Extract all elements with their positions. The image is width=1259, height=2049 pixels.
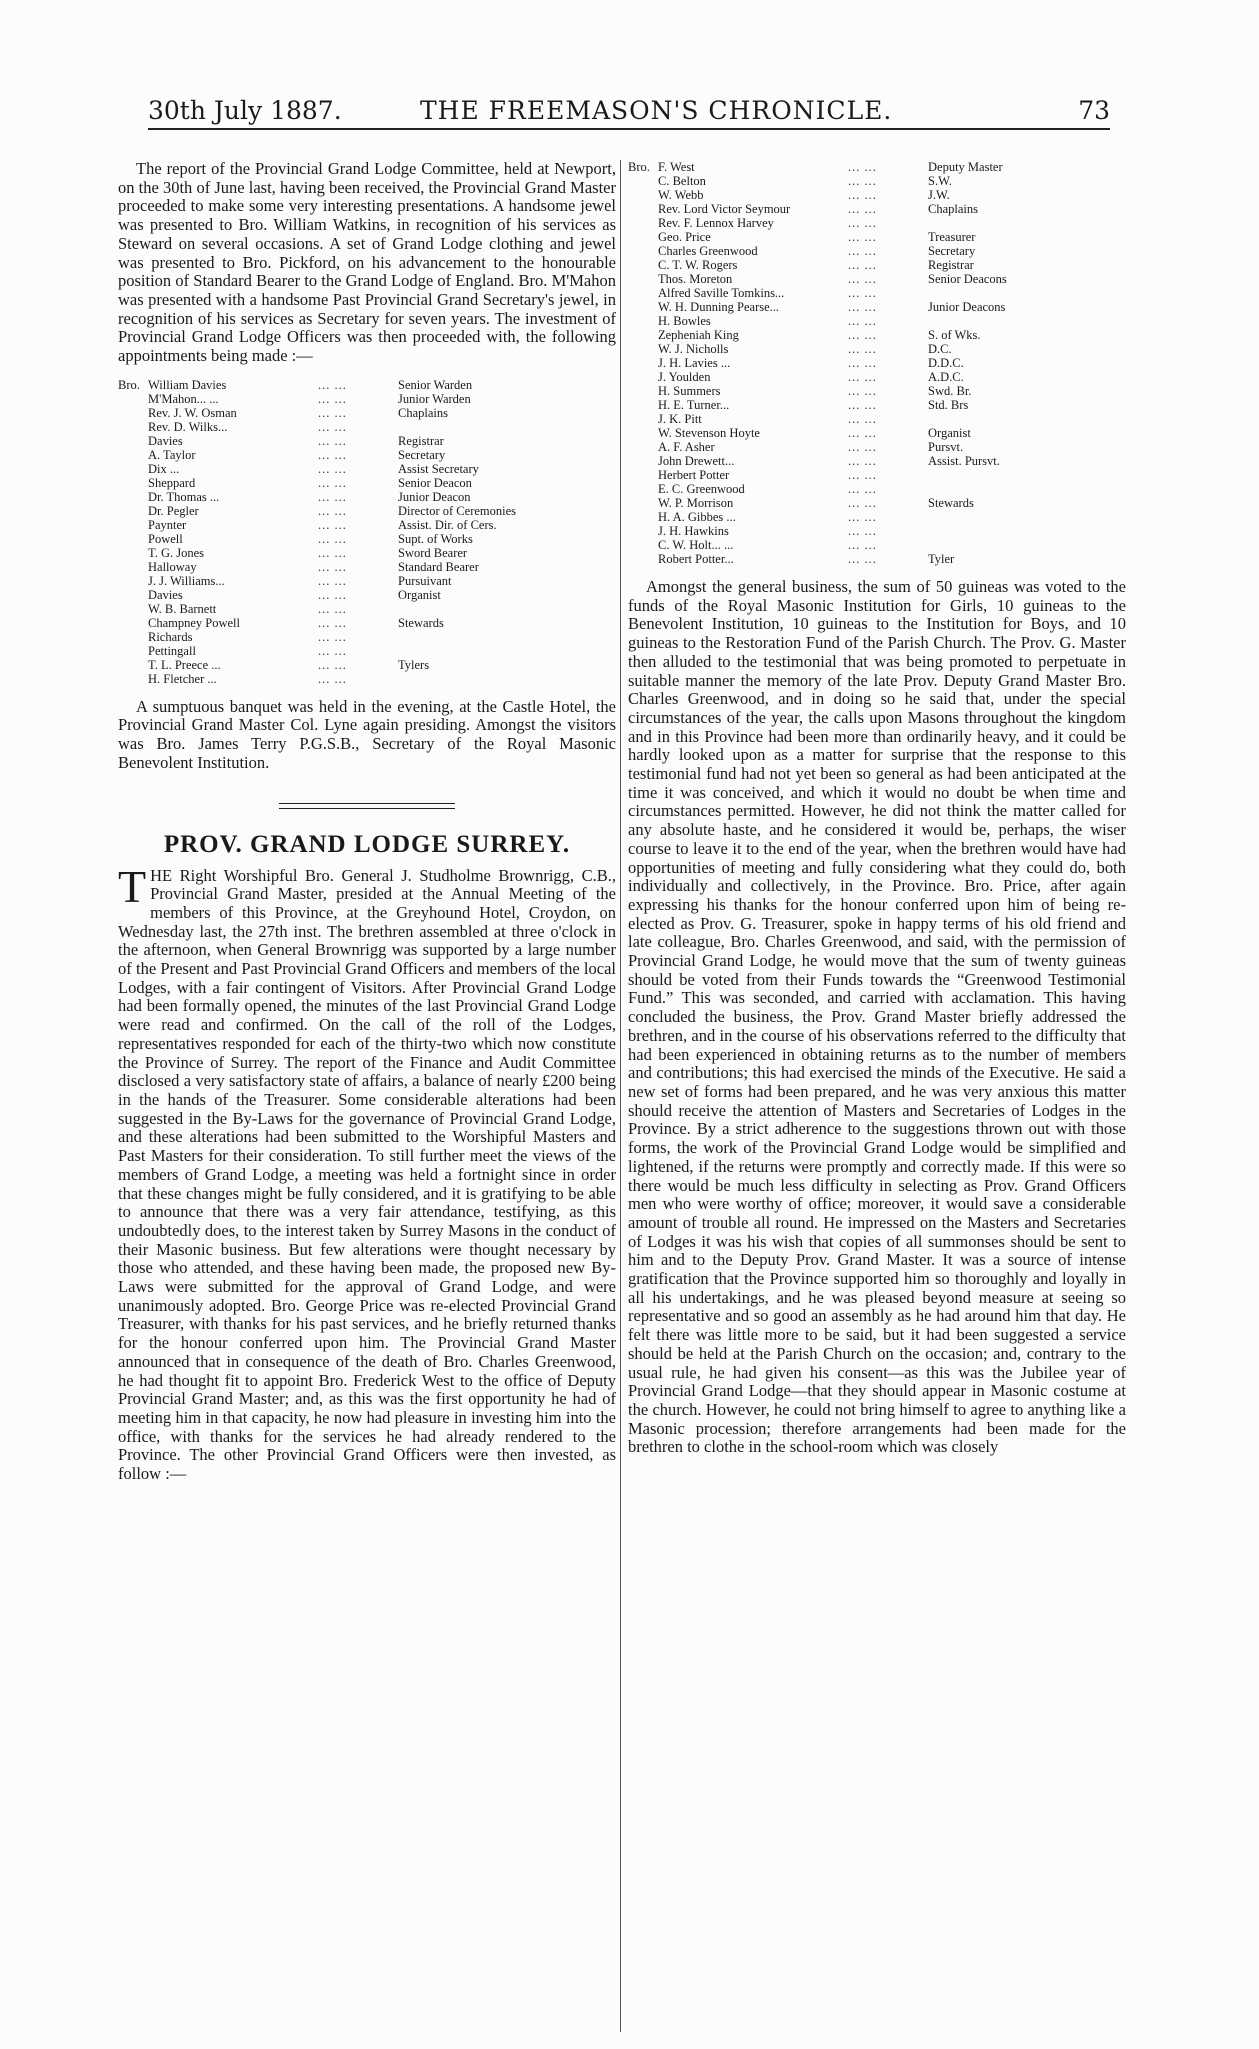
officer-name: J. Youlden	[658, 370, 711, 384]
officer-name: Powell	[148, 531, 183, 546]
officer-row	[118, 574, 516, 588]
officer-name: Richards	[148, 629, 193, 644]
officer-name: Champney Powell	[148, 615, 241, 630]
officer-office	[398, 630, 516, 644]
bro-label	[118, 420, 148, 434]
officer-row	[118, 546, 516, 560]
officer-row	[628, 286, 1007, 300]
officer-office: Senior Deacon	[398, 475, 472, 490]
officer-office	[928, 286, 1007, 300]
bro-label	[628, 496, 658, 510]
officer-office	[928, 510, 1007, 524]
dot-leader: ... ...	[848, 370, 877, 384]
officer-office: Treasurer	[928, 230, 976, 244]
officer-name: H. A. Gibbes ...	[658, 510, 736, 524]
bro-label	[628, 286, 658, 300]
officer-row	[628, 356, 1007, 370]
masthead: THE FREEMASON'S CHRONICLE.	[420, 96, 893, 125]
officer-row	[118, 392, 516, 406]
dot-leader: ... ...	[318, 559, 347, 574]
officer-row	[118, 658, 516, 672]
officer-name: H. Fletcher ...	[148, 671, 217, 686]
officer-row	[628, 202, 1007, 216]
bro-label	[118, 560, 148, 574]
dot-leader: ... ...	[318, 419, 347, 434]
officer-row	[628, 552, 1007, 566]
officer-office: D.D.C.	[928, 356, 964, 370]
bro-label	[628, 552, 658, 566]
officer-row	[628, 160, 1007, 174]
bro-label	[628, 426, 658, 440]
dot-leader: ... ...	[848, 230, 877, 244]
bro-label	[628, 188, 658, 202]
officer-row	[628, 510, 1007, 524]
officer-name: Herbert Potter	[658, 468, 730, 482]
bro-label	[628, 230, 658, 244]
officer-name: William Davies	[148, 377, 227, 392]
bro-label	[628, 440, 658, 454]
bro-label	[118, 476, 148, 490]
officer-row	[118, 490, 516, 504]
dot-leader: ... ...	[318, 671, 347, 686]
dot-leader: ... ...	[848, 216, 877, 230]
officer-row	[628, 538, 1007, 552]
officer-name: M'Mahon... ...	[148, 391, 219, 406]
bro-label	[628, 314, 658, 328]
officer-name: Pettingall	[148, 643, 196, 658]
dot-leader: ... ...	[318, 615, 347, 630]
dot-leader: ... ...	[318, 377, 347, 392]
dot-leader: ... ...	[318, 475, 347, 490]
officer-row	[628, 398, 1007, 412]
officer-name: F. West	[658, 160, 695, 174]
officer-row	[628, 482, 1007, 496]
officer-row	[628, 384, 1007, 398]
officer-office: Sword Bearer	[398, 545, 468, 560]
dot-leader: ... ...	[848, 272, 877, 286]
bro-label	[118, 490, 148, 504]
bro-label	[118, 588, 148, 602]
officer-office: Assist Secretary	[398, 461, 479, 476]
officer-office: A.D.C.	[928, 370, 964, 384]
bro-label	[628, 216, 658, 230]
dot-leader: ... ...	[848, 188, 877, 202]
officer-name: Rev. Lord Victor Seymour	[658, 202, 791, 216]
dot-leader: ... ...	[848, 412, 877, 426]
dot-leader: ... ...	[318, 573, 347, 588]
bro-label	[628, 384, 658, 398]
officer-name: Halloway	[148, 559, 197, 574]
officer-row	[118, 406, 516, 420]
officer-office: Deputy Master	[928, 160, 1003, 174]
officer-name: Paynter	[148, 517, 187, 532]
officer-name: Geo. Price	[658, 230, 711, 244]
dot-leader: ... ...	[848, 258, 877, 272]
officer-row	[118, 378, 516, 392]
officer-name: J. H. Hawkins	[658, 524, 729, 538]
general-business-paragraph: Amongst the general business, the sum of 50 guineas was voted to the funds of the Royal Masonic Institution for Girls, 10 guineas to the Benevolent Institution, 10 guineas to the Institution for Boys, and 10 guineas to the Restoration Fund of the Parish Church. The Prov. G. Master then alluded to the testimonial that was being promoted to perpetuate in suitable manner the memory of the late Prov. Deputy Grand Master Bro. Charles Greenwood, and in doing so he said that, under the special circumstances of the year, the calls upon Masons throughout the kingdom and in this Province had been more than ordinarily heavy, and it could be hardly looked upon as a matter for surprise that the response to this testimonial fund had not yet been so general as had been anticipated at the time it was conceived, and which it would no doubt be when time and circumstances permitted. However, he did not think the matter called for any absolute haste, and he considered it would be, perhaps, the wiser course to leave it to the end of the year, when the brethren would have had opportunities of meeting and fully considering what they could do, both individually and collectively, in the Province. Bro. Price, after again expressing his thanks for the honour conferred upon him of being re-elected as Prov. G. Treasurer, spoke in happy terms of his old friend and late colleague, Bro. Charles Greenwood, and said, with the permission of Provincial Grand Lodge, he would move that the sum of twenty guineas should be voted from their Funds towards the “Greenwood Testimonial Fund.” This was seconded, and carried with acclamation. This having concluded the business, the Prov. Grand Master briefly addressed the brethren, and in the course of his observations referred to the difficulty that had been experienced in obtaining returns as to the number of members and contributions; this had exercised the minds of the Executive. He said a new set of forms had been prepared, and he was very anxious this matter should receive the attention of Masters and Secretaries of Lodges in the Province. By a strict adherence to the suggestions thrown out with those forms, the work of the Provincial Grand Lodge would be simplified and lightened, if the returns were promptly and correctly made. If this were so there would be much less difficulty in selecting as Prov. Grand Officers men who were worthy of office; moreover, it would save a considerable amount of trouble all round. He impressed on the Masters and Secretaries of Lodges it was his wish that copies of all summonses should be sent to him and to the Deputy Prov. Grand Master. It was a source of intense gratification that the Province supported him so thoroughly and loyally in all his undertakings, and he was pleased beyond measure at seeing so representative and so good an assembly as he had around him that day. He felt there was little more to be said, but it had been suggested a service should be held at the Parish Church on the occasion; and, contrary to the usual rule, he had given his consent—as this was the Jubilee year of Provincial Grand Lodge—that they should appear in Masonic costume at the church. However, he could not bring himself to agree to anything like a Masonic procession; therefore arrangements had been made for the brethren to clothe in the school-room which was closely	[628, 577, 1126, 1457]
dot-leader: ... ...	[318, 643, 347, 658]
dot-leader: ... ...	[848, 538, 877, 552]
bro-label	[118, 602, 148, 616]
officer-name: W. B. Barnett	[148, 601, 217, 616]
officer-office: Pursvt.	[928, 440, 964, 454]
dot-leader: ... ...	[318, 601, 347, 616]
dot-leader: ... ...	[848, 398, 877, 412]
officer-office: Stewards	[398, 615, 444, 630]
officer-row	[628, 174, 1007, 188]
dot-leader: ... ...	[318, 391, 347, 406]
officer-name: Alfred Saville Tomkins...	[658, 286, 785, 300]
drop-cap: T	[118, 860, 147, 912]
issue-date: 30th July 1887.	[148, 96, 342, 125]
officer-office	[928, 314, 1007, 328]
officer-name: J. H. Lavies ...	[658, 356, 731, 370]
section-title: PROV. GRAND LODGE SURREY.	[163, 830, 571, 858]
officer-name: Zepheniah King	[658, 328, 739, 342]
dot-leader: ... ...	[318, 657, 347, 672]
bro-label	[628, 174, 658, 188]
officer-office	[398, 420, 516, 434]
officer-name: A. F. Asher	[658, 440, 715, 454]
officer-name: Robert Potter...	[658, 552, 734, 566]
bro-label	[628, 356, 658, 370]
dot-leader: ... ...	[848, 496, 877, 510]
officer-name: T. L. Preece ...	[148, 657, 221, 672]
officer-office: Senior Warden	[398, 377, 473, 392]
officer-name: W. Stevenson Hoyte	[658, 426, 760, 440]
bro-label	[118, 532, 148, 546]
bro-label	[118, 406, 148, 420]
dot-leader: ... ...	[848, 328, 877, 342]
officer-office: Registrar	[398, 433, 444, 448]
dot-leader: ... ...	[318, 489, 347, 504]
officer-name: W. J. Nicholls	[658, 342, 729, 356]
officer-row	[628, 314, 1007, 328]
officer-office: Stewards	[928, 496, 974, 510]
officer-name: John Drewett...	[658, 454, 735, 468]
bro-label	[118, 504, 148, 518]
officer-office	[928, 468, 1007, 482]
officer-name: W. Webb	[658, 188, 704, 202]
officer-office: Director of Ceremonies	[398, 503, 517, 518]
bro-label	[118, 616, 148, 630]
left-column	[118, 160, 616, 1484]
dot-leader: ... ...	[848, 286, 877, 300]
bro-label	[628, 202, 658, 216]
officer-row	[628, 524, 1007, 538]
bro-label: Bro.	[628, 160, 650, 174]
officer-office: Std. Brs	[928, 398, 969, 412]
officer-office: Chaplains	[398, 405, 448, 420]
officer-office: D.C.	[928, 342, 952, 356]
officer-office: Secretary	[928, 244, 976, 258]
bro-label	[628, 244, 658, 258]
officer-name: H. E. Turner...	[658, 398, 730, 412]
dot-leader: ... ...	[848, 482, 877, 496]
officer-office	[928, 482, 1007, 496]
surrey-report-text: HE Right Worshipful Bro. General J. Studholme Brownrigg, C.B., Provincial Grand Master, presided at the Annual Meeting of the members of this Province, at the Greyhound Hotel, Croydon, on Wednesday last, the 27th inst. The brethren assembled at three o'clock in the afternoon, when General Brownrigg was supported by a large number of the Present and Past Provincial Grand Officers and members of the local Lodges, with a fair contingent of Visitors. After Provincial Grand Lodge had been formally opened, the minutes of the last Provincial Grand Lodge were read and confirmed. On the call of the roll of the Lodges, representatives responded for each of the thirty-two which now constitute the Province of Surrey. The report of the Finance and Audit Committee disclosed a very satisfactory state of affairs, a balance of nearly £200 being in the hands of the Treasurer. Some considerable alterations had been suggested in the By-Laws for the governance of Provincial Grand Lodge, and these alterations had been submitted to the Worshipful Masters and Past Masters for their consideration. To still further meet the views of the members of Grand Lodge, a meeting was held a fortnight since in order that these changes might be fully considered, and it is gratifying to be able to announce that there was a very fair attendance, testifying, as this undoubtedly does, to the interest taken by Surrey Masons in the conduct of their Masonic business. But few alterations were thought necessary by those who attended, and these having been made, the proposed new By-Laws were submitted for the approval of Grand Lodge, and were unanimously adopted. Bro. George Price was re-elected Provincial Grand Treasurer, with thanks for his past services, and he briefly returned thanks for the honour conferred upon him. The Provincial Grand Master announced that in consequence of the death of Bro. Charles Greenwood, he had thought fit to appoint Bro. Frederick West to the office of Deputy Provincial Grand Master; and, as this was the first opportunity he had of meeting him in that capacity, he now had pleasure in investing him into the office, with thanks for the services he had already rendered to the Province. The other Provincial Grand Officers were then invested, as follow :—	[118, 865, 616, 1484]
bro-label	[628, 524, 658, 538]
bro-label	[118, 546, 148, 560]
dot-leader: ... ...	[848, 440, 877, 454]
officer-name: C. Belton	[658, 174, 706, 188]
officer-office: Tyler	[928, 552, 955, 566]
bro-label	[628, 398, 658, 412]
dot-leader: ... ...	[318, 503, 347, 518]
bro-label	[628, 482, 658, 496]
officer-office: Junior Deacon	[398, 489, 471, 504]
officer-office	[398, 644, 516, 658]
officer-row	[628, 216, 1007, 230]
officer-office	[928, 216, 1007, 230]
dot-leader: ... ...	[848, 384, 877, 398]
officer-row	[118, 602, 516, 616]
page-header	[148, 96, 1110, 126]
officer-row	[628, 454, 1007, 468]
officer-row	[118, 476, 516, 490]
officer-name: T. G. Jones	[148, 545, 205, 560]
bro-label	[628, 272, 658, 286]
officer-name: Rev. J. W. Osman	[148, 405, 237, 420]
bro-label	[628, 412, 658, 426]
officer-row	[118, 504, 516, 518]
officer-office: Registrar	[928, 258, 974, 272]
officer-row	[118, 434, 516, 448]
dot-leader: ... ...	[848, 552, 877, 566]
surrey-report-paragraph	[118, 860, 616, 1484]
dot-leader: ... ...	[318, 433, 347, 448]
dot-leader: ... ...	[318, 629, 347, 644]
dot-leader: ... ...	[848, 524, 877, 538]
officer-name: Sheppard	[148, 475, 196, 490]
dot-leader: ... ...	[318, 405, 347, 420]
officer-office: Pursuivant	[398, 573, 452, 588]
officer-office	[928, 524, 1007, 538]
officer-name: E. C. Greenwood	[658, 482, 745, 496]
bro-label: Bro.	[118, 377, 140, 392]
dot-leader: ... ...	[318, 545, 347, 560]
bro-label	[628, 342, 658, 356]
officer-office: Assist. Dir. of Cers.	[398, 517, 497, 532]
officer-name: Dr. Thomas ...	[148, 489, 220, 504]
officer-name: Davies	[148, 587, 183, 602]
bro-label	[118, 434, 148, 448]
officer-name: W. H. Dunning Pearse...	[658, 300, 780, 314]
officer-row	[628, 230, 1007, 244]
officer-office: Secretary	[398, 447, 446, 462]
dot-leader: ... ...	[318, 517, 347, 532]
officer-row	[118, 588, 516, 602]
officer-office	[398, 672, 516, 686]
officer-office: S.W.	[928, 174, 952, 188]
officer-office: Tylers	[398, 657, 430, 672]
officer-office: Junior Deacons	[928, 300, 1006, 314]
bro-label	[118, 462, 148, 476]
dot-leader: ... ...	[318, 531, 347, 546]
bro-label	[628, 538, 658, 552]
bro-label	[118, 644, 148, 658]
header-rule	[148, 128, 1110, 130]
officer-row	[118, 672, 516, 686]
dot-leader: ... ...	[848, 314, 877, 328]
bro-label	[118, 448, 148, 462]
officer-row	[628, 468, 1007, 482]
dot-leader: ... ...	[848, 300, 877, 314]
officer-name: Charles Greenwood	[658, 244, 758, 258]
officer-office: Chaplains	[928, 202, 978, 216]
page-number: 73	[1078, 96, 1110, 125]
bro-label	[118, 392, 148, 406]
officer-row	[628, 370, 1007, 384]
officer-name: Davies	[148, 433, 183, 448]
officer-row	[628, 300, 1007, 314]
dot-leader: ... ...	[848, 454, 877, 468]
dot-leader: ... ...	[848, 174, 877, 188]
bro-label	[628, 468, 658, 482]
bro-label	[118, 574, 148, 588]
bro-label	[628, 328, 658, 342]
dot-leader: ... ...	[318, 461, 347, 476]
bro-label	[628, 370, 658, 384]
officer-name: A. Taylor	[148, 447, 196, 462]
dot-leader: ... ...	[848, 356, 877, 370]
officer-name: H. Bowles	[658, 314, 711, 328]
officer-row	[118, 616, 516, 630]
officer-row	[118, 644, 516, 658]
surrey-officers-list	[628, 160, 1007, 566]
officer-name: C. W. Holt... ...	[658, 538, 734, 552]
bro-label	[118, 672, 148, 686]
officer-name: Dix ...	[148, 461, 180, 476]
banquet-paragraph: A sumptuous banquet was held in the evening, at the Castle Hotel, the Provincial Grand Master Col. Lyne again presiding. Amongst the visitors was Bro. James Terry P.G.S.B., Secretary of the Royal Masonic Benevolent Institution.	[118, 696, 616, 772]
officer-row	[118, 462, 516, 476]
dot-leader: ... ...	[848, 510, 877, 524]
officer-office: Swd. Br.	[928, 384, 972, 398]
officer-row	[118, 532, 516, 546]
officer-office: Supt. of Works	[398, 531, 473, 546]
officer-row	[628, 496, 1007, 510]
officer-office: Organist	[398, 587, 441, 602]
officer-name: Thos. Moreton	[658, 272, 733, 286]
officer-row	[628, 272, 1007, 286]
dot-leader: ... ...	[318, 587, 347, 602]
officer-office	[928, 412, 1007, 426]
officer-row	[628, 328, 1007, 342]
committee-report-paragraph: The report of the Provincial Grand Lodge Committee, held at Newport, on the 30th of June last, having been received, the Provincial Grand Master proceeded to make some very interesting presentations. A handsome jewel was presented to Bro. William Watkins, in recognition of his services as Steward on several occasions. A set of Grand Lodge clothing and jewel was presented to Bro. Pickford, on his advancement to the honourable position of Standard Bearer to the Grand Lodge of England. Bro. M'Mahon was presented with a handsome Past Provincial Grand Secretary's jewel, in recognition of his services as Secretary for seven years. The investment of Provincial Grand Lodge Officers was then proceeded with, the following appointments being made :—	[118, 159, 616, 366]
bro-label	[118, 658, 148, 672]
officer-row	[628, 426, 1007, 440]
bro-label	[628, 300, 658, 314]
column-divider	[620, 160, 621, 2032]
officer-office: J.W.	[928, 188, 950, 202]
bro-label	[118, 630, 148, 644]
right-column	[628, 160, 1126, 1457]
dot-leader: ... ...	[318, 447, 347, 462]
dot-leader: ... ...	[848, 426, 877, 440]
officer-name: C. T. W. Rogers	[658, 258, 738, 272]
dot-leader: ... ...	[848, 244, 877, 258]
officer-name: J. K. Pitt	[658, 412, 702, 426]
officer-office	[928, 538, 1007, 552]
bro-label	[628, 510, 658, 524]
monmouthshire-officers-list	[118, 378, 516, 686]
officer-office	[398, 602, 516, 616]
officer-row	[628, 188, 1007, 202]
officer-name: Dr. Pegler	[148, 503, 199, 518]
officer-row	[628, 258, 1007, 272]
officer-row	[628, 342, 1007, 356]
officer-office: Senior Deacons	[928, 272, 1007, 286]
bro-label	[628, 258, 658, 272]
officer-row	[628, 440, 1007, 454]
officer-row	[628, 244, 1007, 258]
officer-name: Rev. F. Lennox Harvey	[658, 216, 774, 230]
officer-name: H. Summers	[658, 384, 721, 398]
officer-office: S. of Wks.	[928, 328, 981, 342]
officer-row	[118, 448, 516, 462]
dot-leader: ... ...	[848, 202, 877, 216]
officer-office: Assist. Pursvt.	[928, 454, 1000, 468]
officer-office: Organist	[928, 426, 971, 440]
officer-office: Standard Bearer	[398, 559, 479, 574]
officer-row	[118, 630, 516, 644]
bro-label	[628, 454, 658, 468]
officer-row	[118, 518, 516, 532]
officer-name: W. P. Morrison	[658, 496, 734, 510]
officer-office: Junior Warden	[398, 391, 471, 406]
officer-row	[628, 412, 1007, 426]
dot-leader: ... ...	[848, 468, 877, 482]
dot-leader: ... ...	[848, 342, 877, 356]
officer-row	[118, 420, 516, 434]
officer-name: J. J. Williams...	[148, 573, 225, 588]
bro-label	[118, 518, 148, 532]
dot-leader: ... ...	[848, 160, 877, 174]
officer-name: Rev. D. Wilks...	[148, 419, 228, 434]
officer-row	[118, 560, 516, 574]
